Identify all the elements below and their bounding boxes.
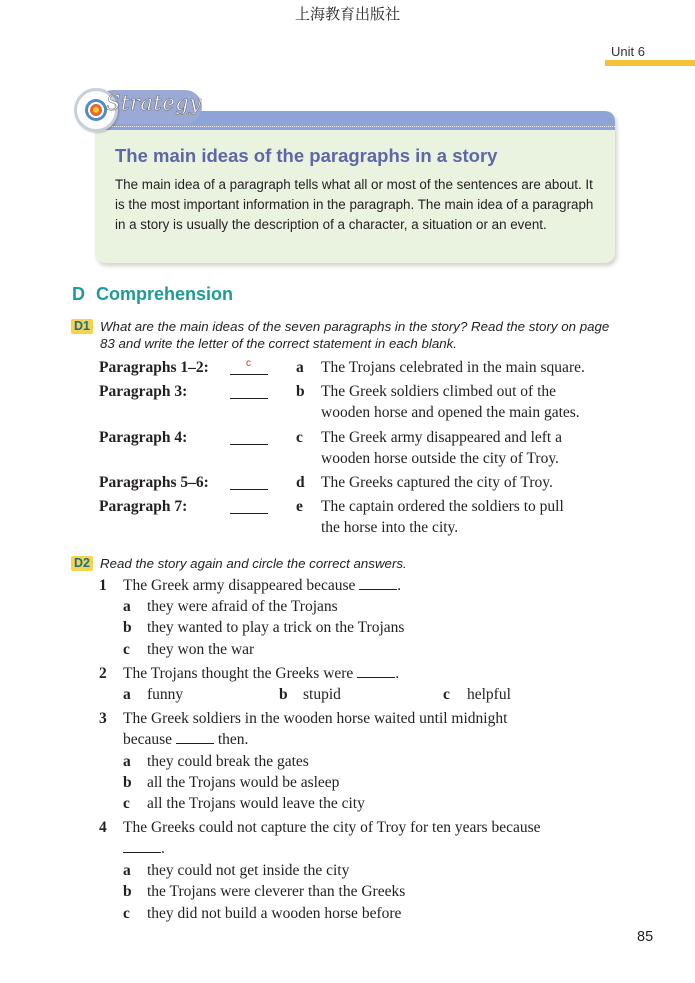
answer-text: c bbox=[246, 358, 251, 369]
task-tag-d2: D2 bbox=[71, 556, 93, 571]
strategy-box bbox=[95, 111, 615, 263]
strategy-badge-label: Strategy bbox=[106, 91, 202, 115]
answer-option[interactable]: b all the Trojans would be asleep bbox=[123, 774, 340, 791]
question-stem: The Greeks could not capture the city of Troy for ten years because . bbox=[123, 819, 541, 857]
answer-blank[interactable] bbox=[230, 429, 268, 445]
paragraph-label: Paragraphs 1–2: bbox=[99, 359, 209, 376]
unit-label: Unit 6 bbox=[611, 44, 645, 59]
answer-option[interactable]: b stupid bbox=[279, 686, 341, 703]
section-heading bbox=[72, 284, 233, 305]
answer-blank[interactable] bbox=[230, 498, 268, 514]
statement-text: The Greek soldiers climbed out of the wooden horse and opened the main gates. bbox=[321, 383, 580, 421]
strategy-title: The main ideas of the paragraphs in a story bbox=[115, 145, 498, 166]
statement-text: The Greeks captured the city of Troy. bbox=[321, 474, 553, 491]
answer-option[interactable]: a they could break the gates bbox=[123, 753, 309, 770]
statement-text: The Greek army disappeared and left a wooden horse outside the city of Troy. bbox=[321, 429, 562, 467]
section-title: Comprehension bbox=[96, 284, 234, 304]
question-number: 4 bbox=[99, 819, 107, 836]
strategy-badge bbox=[74, 88, 204, 132]
answer-option[interactable]: c all the Trojans would leave the city bbox=[123, 795, 365, 812]
question-stem: The Greek soldiers in the wooden horse waited until midnight because then. bbox=[123, 710, 508, 748]
answer-option[interactable]: c helpful bbox=[443, 686, 511, 703]
answer-option[interactable]: a funny bbox=[123, 686, 184, 703]
unit-accent-bar bbox=[605, 60, 695, 66]
paragraph-label: Paragraph 4: bbox=[99, 429, 188, 446]
d1-instruction: What are the main ideas of the seven paragraphs in the story? Read the story on page 83 and write the letter of the correct statement in each blank. bbox=[100, 319, 610, 351]
answer-option[interactable]: c they won the war bbox=[123, 641, 255, 658]
statement-letter: c bbox=[296, 429, 303, 446]
paragraph-label: Paragraph 7: bbox=[99, 498, 188, 515]
statement-text: The captain ordered the soldiers to pull the horse into the city. bbox=[321, 498, 564, 536]
answer-option[interactable]: b the Trojans were cleverer than the Greeks bbox=[123, 883, 406, 900]
paragraph-label: Paragraph 3: bbox=[99, 383, 188, 400]
answer-blank[interactable] bbox=[230, 383, 268, 399]
question-number: 1 bbox=[99, 577, 107, 594]
page-number: 85 bbox=[637, 929, 654, 945]
task-tag-d1: D1 bbox=[71, 319, 93, 334]
question-stem: The Trojans thought the Greeks were . bbox=[123, 665, 400, 682]
answer-option[interactable]: a they were afraid of the Trojans bbox=[123, 598, 338, 615]
statement-letter: a bbox=[296, 359, 304, 376]
answer-blank[interactable] bbox=[230, 474, 268, 490]
answer-option[interactable]: b they wanted to play a trick on the Trojans bbox=[123, 619, 405, 636]
answer-option[interactable]: a they could not get inside the city bbox=[123, 862, 350, 879]
d2-instruction: Read the story again and circle the correct answers. bbox=[100, 556, 407, 571]
section-letter: D bbox=[72, 284, 85, 304]
statement-letter: e bbox=[296, 498, 303, 515]
strategy-body: The main idea of a paragraph tells what all or most of the sentences are about. It is the most important information in the paragraph. The main idea of a paragraph in a story is usually the description of a character, a situation or an event. bbox=[115, 177, 594, 232]
answer-option[interactable]: c they did not build a wooden horse before bbox=[123, 905, 402, 922]
statement-text: The Trojans celebrated in the main square. bbox=[321, 359, 585, 376]
question-number: 2 bbox=[99, 665, 107, 682]
question-number: 3 bbox=[99, 710, 107, 727]
statement-letter: b bbox=[296, 383, 305, 400]
publisher-header: 上海教育出版社 bbox=[294, 5, 400, 23]
paragraph-label: Paragraphs 5–6: bbox=[99, 474, 209, 491]
statement-letter: d bbox=[296, 474, 305, 491]
question-stem: The Greek army disappeared because . bbox=[123, 577, 402, 594]
